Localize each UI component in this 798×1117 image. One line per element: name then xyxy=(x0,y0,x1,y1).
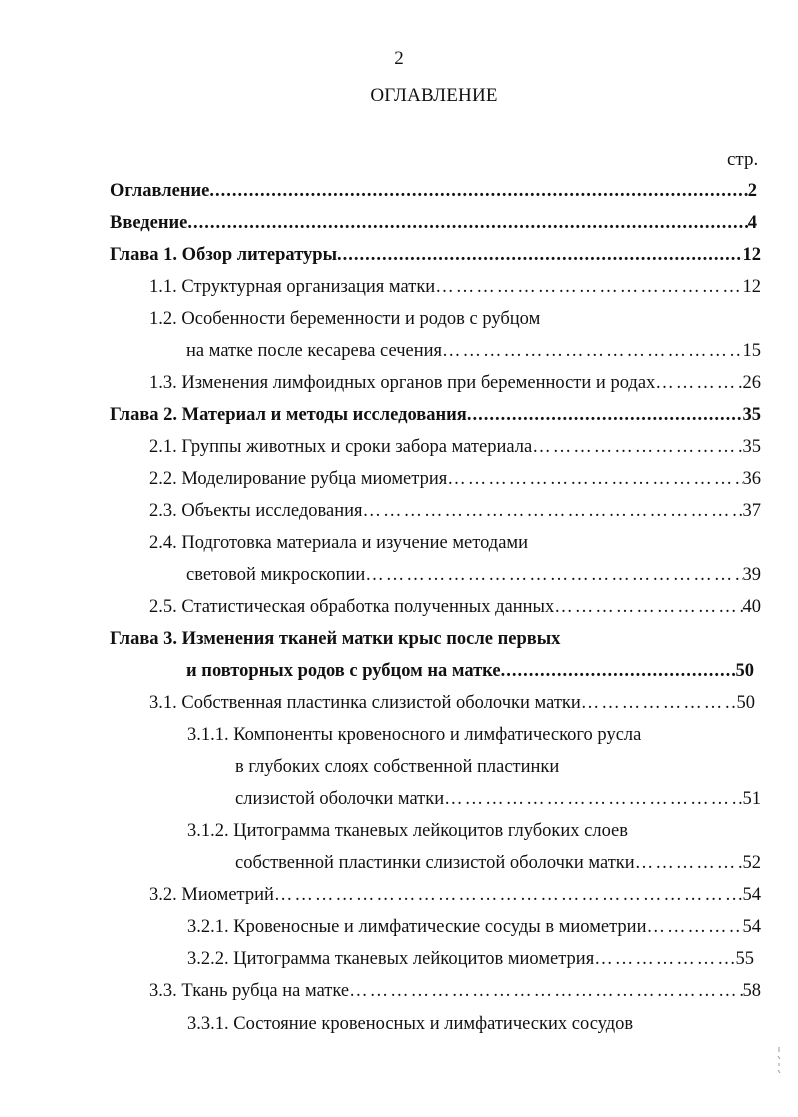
toc-entry-2-3[interactable] xyxy=(149,499,761,523)
toc-entry-label: 3.1. Собственная пластинка слизистой оболочки матки xyxy=(149,693,581,713)
toc-entry-3-1-2-line-1: 3.1.2. Цитограмма тканевых лейкоцитов глубоких слоев xyxy=(187,821,629,841)
toc-entry-label: 2.1. Группы животных и сроки забора материала xyxy=(149,437,533,457)
toc-entry-page: 51 xyxy=(742,789,761,809)
page-number: 2 xyxy=(394,48,404,69)
toc-entry-3-1[interactable] xyxy=(149,691,755,715)
toc-entry-label: и повторных родов с рубцом на матке xyxy=(186,661,501,681)
leader-dots xyxy=(447,467,742,491)
toc-entry-label: 1.1. Структурная организация матки xyxy=(149,277,436,297)
leader-dots xyxy=(501,659,736,683)
toc-entry-3-2-2[interactable] xyxy=(187,947,754,971)
toc-entry-1-2[interactable] xyxy=(186,339,761,363)
toc-entry-page: 26 xyxy=(742,373,761,393)
leader-dots xyxy=(554,595,742,619)
toc-entry-page: 52 xyxy=(742,853,761,873)
toc-entry-label: Введение xyxy=(110,213,188,233)
toc-entry-3-1-1[interactable] xyxy=(235,787,761,811)
toc-entry-page: 15 xyxy=(742,341,761,361)
toc-entry-label: 2.3. Объекты исследования xyxy=(149,501,363,521)
toc-entry-1-3[interactable] xyxy=(149,371,761,395)
toc-entry-label: Глава 1. Обзор литературы xyxy=(110,245,338,265)
toc-entry-3-1-1-line-1: 3.1.1. Компоненты кровеносного и лимфатического русла xyxy=(187,725,642,745)
leader-dots xyxy=(435,275,742,299)
page-title: ОГЛАВЛЕНИЕ xyxy=(370,85,498,106)
toc-entry-3-3[interactable] xyxy=(149,979,761,1003)
toc-entry-page: 35 xyxy=(742,437,761,457)
toc-entry-1-1[interactable] xyxy=(149,275,761,299)
toc-entry-label: слизистой оболочки матки xyxy=(235,789,445,809)
toc-entry-page: 58 xyxy=(742,981,761,1001)
leader-dots xyxy=(349,979,742,1003)
leader-dots xyxy=(655,371,742,395)
toc-entry-page: 54 xyxy=(742,885,761,905)
toc-entry-page: 39 xyxy=(742,565,761,585)
toc-entry-chapter-3-line-1: Глава 3. Изменения тканей матки крыс после первых xyxy=(110,629,561,649)
toc-entry-label: Оглавление xyxy=(110,181,210,201)
toc-entry-label: Глава 2. Материал и методы исследования xyxy=(110,405,467,425)
pages-column-label: стр. xyxy=(727,149,759,170)
toc-entry-label: 3.2.2. Цитограмма тканевых лейкоцитов миометрия xyxy=(187,949,595,969)
toc-entry-1-2-line-1: 1.2. Особенности беременности и родов с рубцом xyxy=(149,309,541,329)
toc-entry-page: 36 xyxy=(742,469,761,489)
leader-dots xyxy=(337,243,742,267)
toc-entry-label: 2.2. Моделирование рубца миометрия xyxy=(149,469,448,489)
leader-dots xyxy=(635,851,743,875)
toc-entry-page: 37 xyxy=(742,501,761,521)
toc-entry-2-4[interactable] xyxy=(186,563,761,587)
toc-entry-label: световой микроскопии xyxy=(186,565,366,585)
toc-entry-chapter-3[interactable] xyxy=(186,659,754,683)
toc-entry-label: на матке после кесарева сечения xyxy=(186,341,443,361)
toc-entry-label: 1.3. Изменения лимфоидных органов при беременности и родах xyxy=(149,373,656,393)
toc-entry-label: 2.5. Статистическая обработка полученных данных xyxy=(149,597,555,617)
scan-artifact-icon xyxy=(776,1045,782,1075)
toc-entry-3-1-2[interactable] xyxy=(235,851,761,875)
leader-dots xyxy=(444,787,742,811)
leader-dots xyxy=(187,211,747,235)
leader-dots xyxy=(581,691,737,715)
toc-entry-3-2-1[interactable] xyxy=(187,915,761,939)
toc-entry-label: 3.2. Миометрий xyxy=(149,885,274,905)
toc-entry-label: 3.2.1. Кровеносные и лимфатические сосуды в миометрии xyxy=(187,917,647,937)
toc-entry-3-2[interactable] xyxy=(149,883,761,907)
toc-entry-page: 12 xyxy=(742,245,761,265)
toc-entry-page: 55 xyxy=(735,949,754,969)
toc-entry-chapter-1[interactable] xyxy=(110,243,761,267)
toc-entry-page: 4 xyxy=(747,213,757,233)
toc-entry-page: 35 xyxy=(742,405,761,425)
leader-dots xyxy=(209,179,747,203)
leader-dots xyxy=(467,403,743,427)
toc-entry-3-1-1-line-2: в глубоких слоях собственной пластинки xyxy=(235,757,560,777)
toc-entry-contents[interactable] xyxy=(110,179,757,203)
toc-entry-3-3-1-line-1: 3.3.1. Состояние кровеносных и лимфатических сосудов xyxy=(187,1014,634,1034)
toc-entry-introduction[interactable] xyxy=(110,211,757,235)
leader-dots xyxy=(442,339,742,363)
toc-entry-page: 2 xyxy=(747,181,757,201)
toc-entry-2-2[interactable] xyxy=(149,467,761,491)
toc-entry-page: 40 xyxy=(742,597,761,617)
toc-entry-page: 50 xyxy=(735,661,754,681)
leader-dots xyxy=(363,499,743,523)
leader-dots xyxy=(532,435,742,459)
toc-entry-chapter-2[interactable] xyxy=(110,403,761,427)
toc-entry-page: 12 xyxy=(742,277,761,297)
toc-entry-2-4-line-1: 2.4. Подготовка материала и изучение методами xyxy=(149,533,529,553)
leader-dots xyxy=(365,563,742,587)
toc-entry-label: 3.3. Ткань рубца на матке xyxy=(149,981,350,1001)
toc-entry-page: 50 xyxy=(736,693,755,713)
toc-entry-label: собственной пластинки слизистой оболочки матки xyxy=(235,853,635,873)
toc-entry-2-1[interactable] xyxy=(149,435,761,459)
leader-dots xyxy=(594,947,735,971)
scan-margin-mark xyxy=(776,1045,782,1077)
leader-dots xyxy=(646,915,742,939)
leader-dots xyxy=(274,883,743,907)
toc-entry-2-5[interactable] xyxy=(149,595,761,619)
toc-entry-page: 54 xyxy=(742,917,761,937)
